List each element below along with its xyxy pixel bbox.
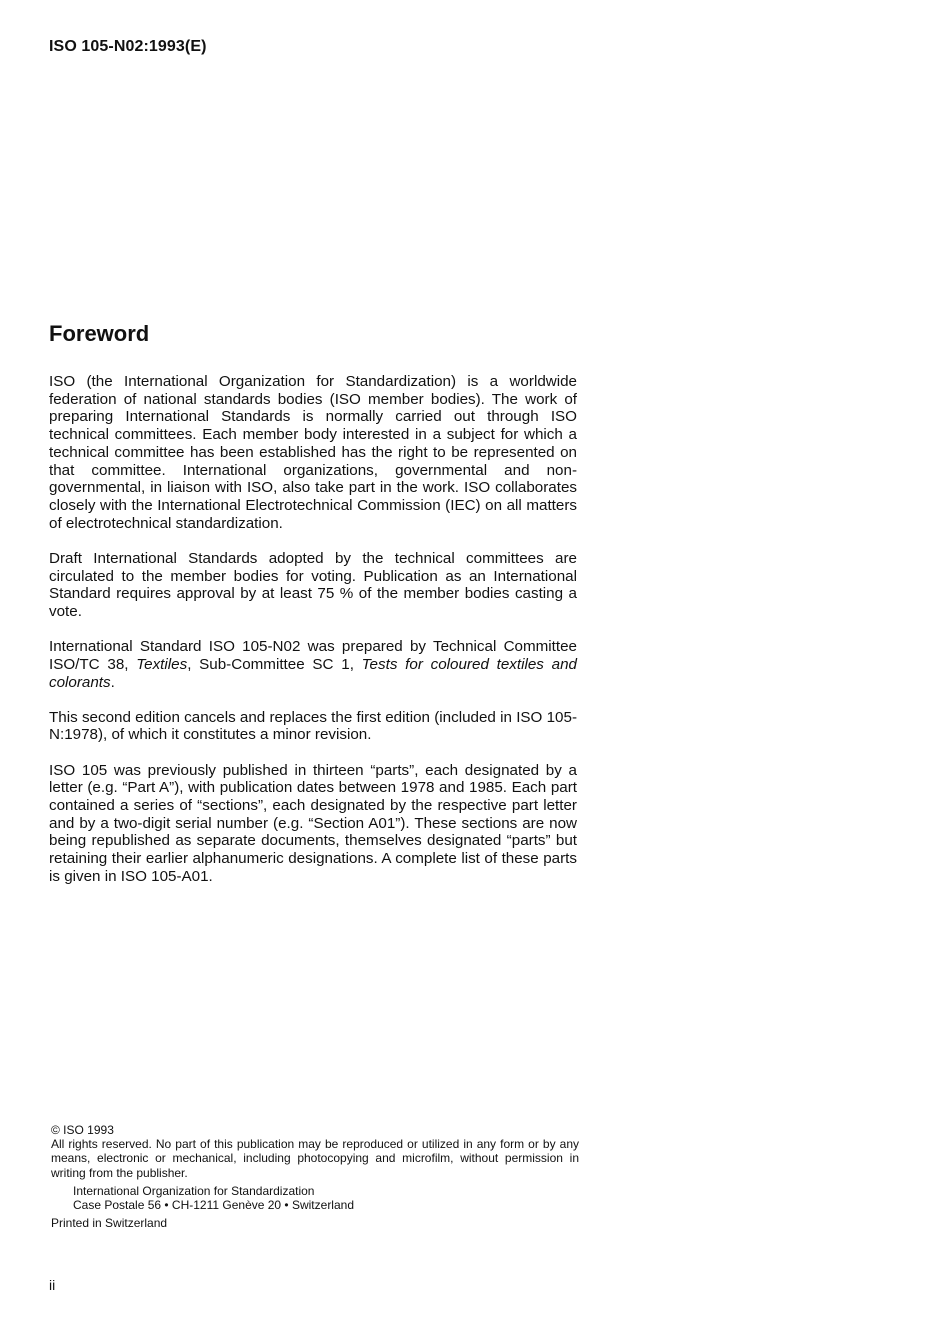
page-number: ii (49, 1277, 56, 1293)
committee-title-textiles: Textiles (136, 655, 188, 673)
paragraph-3-text-a: International Standard ISO 105-N02 was prepared by Technical Committee ISO/TC 38, (49, 638, 577, 673)
publisher-postal-address: Case Postale 56 • CH-1211 Genève 20 • Switzerland (73, 1198, 354, 1213)
publisher-name: International Organization for Standardization (73, 1183, 315, 1198)
paragraph-3-text-b: , Sub-Committee SC 1, (187, 655, 362, 673)
foreword-paragraph-3 (49, 638, 577, 691)
foreword-paragraph-5: ISO 105 was previously published in thirteen “parts”, each designated by a letter (e.g. “Part A”), with publication dates between 1978 and 1985. Each part contained a series of “sections”, each designated by the respective part letter and by a two-digit serial number (e.g. “Section A01”). These sections are now being republished as separate documents, themselves designated “parts” but retaining their earlier alphanumeric designations. A complete list of these parts is given in ISO 105-A01. (49, 761, 577, 885)
section-title: Foreword (49, 321, 150, 346)
paragraph-3-text-c: . (110, 673, 115, 691)
foreword-body (49, 373, 577, 903)
subcommittee-title: Tests for coloured textiles and colorants (49, 655, 577, 691)
copyright-block (51, 1123, 579, 1230)
publisher-address (73, 1184, 579, 1212)
copyright-line: © ISO 1993 (51, 1123, 114, 1137)
rights-reserved-notice: All rights reserved. No part of this publication may be reproduced or utilized in any form or by any means, electronic or mechanical, including photocopying and microfilm, without permission in writing from the publisher. (51, 1137, 579, 1180)
document-id: ISO 105-N02:1993(E) (49, 38, 207, 55)
foreword-paragraph-4: This second edition cancels and replaces the first edition (included in ISO 105-N:1978), of which it constitutes a minor revision. (49, 708, 577, 744)
foreword-paragraph-1: ISO (the International Organization for Standardization) is a worldwide federation of national standards bodies (ISO member bodies). The work of preparing International Standards is normally carried out through ISO technical committees. Each member body interested in a subject for which a technical committee has been established has the right to be represented on that committee. International organizations, governmental and non-governmental, in liaison with ISO, also take part in the work. ISO collaborates closely with the International Electrotechnical Commission (IEC) on all matters of electrotechnical standardization. (49, 373, 577, 532)
foreword-paragraph-2: Draft International Standards adopted by the technical committees are circulated to the member bodies for voting. Publication as an International Standard requires approval by at least 75 % of the member bodies casting a vote. (49, 549, 577, 620)
printed-in-notice: Printed in Switzerland (51, 1216, 168, 1231)
